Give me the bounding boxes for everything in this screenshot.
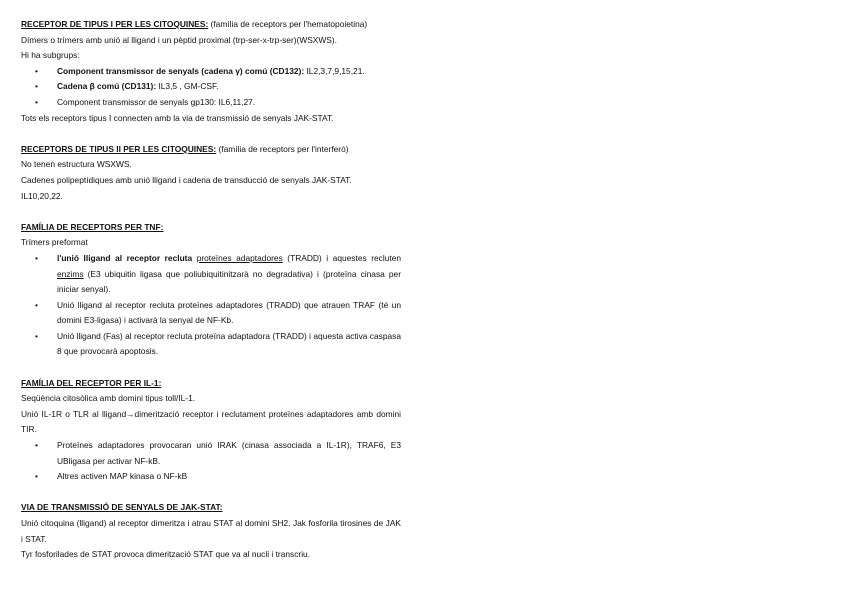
list-item: • Unió lligand al receptor recluta proteïnes adaptadores (TRADD) que atrauen TRAF (té un domini E3-ligasa) i activarà la senyal de NF-Kb. bbox=[21, 298, 401, 329]
list-item bbox=[21, 251, 401, 298]
bold-text: Cadena β comú (CD131): bbox=[57, 81, 157, 92]
paragraph: Tots els receptors tipus I connecten amb la via de transmissió de senyals JAK-STAT. bbox=[21, 112, 334, 123]
section-type-i-receptors bbox=[21, 17, 401, 126]
paragraph: Hi ha subgrups: bbox=[21, 50, 80, 61]
bold-text: Component transmissor de senyals (cadena γ) comú (CD132): bbox=[57, 65, 305, 76]
section-type-ii-receptors bbox=[21, 142, 401, 204]
section-heading: RECEPTORS DE TIPUS II PER LES CITOQUINES: bbox=[21, 143, 217, 154]
item-text: (E3 ubiquitin ligasa que poliubiquitinitzarà no degradativa) i (proteïna cinasa per iniciar senyal). bbox=[57, 268, 401, 295]
underlined-text: proteïnes adaptadores bbox=[196, 252, 283, 263]
section-tnf-receptors bbox=[21, 220, 401, 360]
list-item bbox=[21, 95, 401, 111]
document-body bbox=[21, 17, 401, 563]
bullet-list bbox=[21, 64, 401, 111]
paragraph: Dímers o trímers amb unió al lligand i un pèptid proximal (trp-ser-x-trp-ser)(WSXWS). bbox=[21, 34, 338, 45]
item-text: IL3,5 , GM-CSF. bbox=[156, 81, 219, 92]
list-item: • Proteïnes adaptadores provocaran unió IRAK (cinasa associada a IL-1R), TRAF6, E3 UBligasa per activar NF-kB. bbox=[21, 438, 401, 469]
paragraph: Trímers preformat bbox=[21, 237, 88, 248]
section-jak-stat bbox=[21, 500, 401, 562]
bullet-list bbox=[21, 251, 401, 360]
section-heading: VIA DE TRANSMISSIÓ DE SENYALS DE JAK-STAT: bbox=[21, 502, 223, 513]
list-item: • Unió lligand (Fas) al receptor recluta proteïna adaptadora (TRADD) i aquesta activa caspasa 8 que provocarà apoptosis. bbox=[21, 329, 401, 360]
paragraph: Unió citoquina (lligand) al receptor dimeritza i atrau STAT al domini SH2. Jak fosforila tirosines de JAK i STAT. bbox=[21, 518, 401, 544]
bullet-list bbox=[21, 438, 401, 485]
list-item bbox=[21, 79, 401, 95]
bold-text: l'unió lligand al receptor recluta bbox=[57, 252, 193, 263]
item-text: IL2,3,7,9,15,21. bbox=[304, 65, 365, 76]
paragraph: Cadenes polipeptídiques amb unió lligand i cadena de transducció de senyals JAK-STAT. bbox=[21, 174, 352, 185]
section-heading: RECEPTOR DE TIPUS I PER LES CITOQUINES: bbox=[21, 19, 209, 29]
section-heading-line bbox=[21, 142, 401, 158]
paragraph: No tenen estructura WSXWS. bbox=[21, 159, 132, 170]
item-text: (TRADD) i aquestes recluten bbox=[282, 252, 402, 263]
paragraph: Seqüència citosòlica amb domini tipus toll/IL-1. bbox=[21, 393, 196, 404]
list-item: • Altres activen MAP kinasa o NF-kB bbox=[21, 469, 401, 485]
paragraph: IL10,20,22. bbox=[21, 190, 63, 201]
paragraph: Unió IL-1R o TLR al lligand→dimerització receptor i reclutament proteïnes adaptadores amb domini TIR. bbox=[21, 408, 401, 435]
section-heading: FAMÍLIA DE RECEPTORS PER TNF: bbox=[21, 221, 164, 232]
section-il1-receptor bbox=[21, 376, 401, 485]
paragraph: Tyr fosforilades de STAT provoca dimerització STAT que va al nucli i transcriu. bbox=[21, 549, 311, 560]
underlined-text: enzims bbox=[57, 268, 84, 279]
section-heading: FAMÍLIA DEL RECEPTOR PER IL-1: bbox=[21, 377, 162, 388]
item-text: Component transmissor de senyals gp130: IL6,11,27. bbox=[57, 96, 256, 107]
heading-suffix: (família de receptors per l'interferó) bbox=[216, 143, 349, 154]
section-heading-line bbox=[21, 17, 401, 33]
list-item bbox=[21, 64, 401, 80]
heading-suffix: (família de receptors per l'hematopoietina) bbox=[208, 19, 368, 29]
